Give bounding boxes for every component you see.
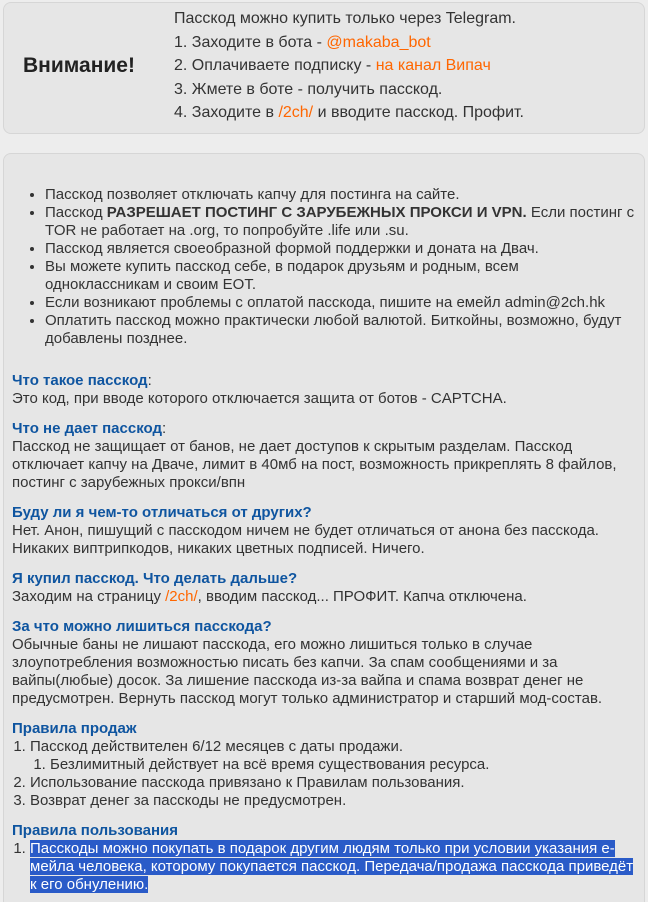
vip-channel-link[interactable]: на канал Випач xyxy=(375,57,491,74)
faq-body xyxy=(12,588,636,606)
faq-colon: : xyxy=(162,419,167,437)
faq-colon: : xyxy=(147,371,152,389)
attention-step-1 xyxy=(174,31,524,55)
step-text: и вводите пасскод. Профит. xyxy=(313,104,524,121)
telegram-bot-link[interactable]: @makaba_bot xyxy=(326,33,431,51)
faq-section-usage-rules xyxy=(12,822,636,894)
faq-body-text: Заходим на страницу xyxy=(12,587,166,605)
faq-body: Пасскод не защищает от банов, не дает доступов к скрытым разделам. Пасскод отключает капчу на Дваче, лимит в 40мб на пост, возможность прикреплять 8 файлов, постинг с зарубежных прокси/впн xyxy=(12,437,617,491)
faq-title: За что можно лишиться пасскода? xyxy=(12,617,272,635)
list-item xyxy=(50,756,636,774)
faq-section-what-not xyxy=(12,420,636,492)
list-item xyxy=(30,774,636,792)
faq-section-lose xyxy=(12,618,636,708)
faq-section-what-is xyxy=(12,372,636,408)
attention-label: Внимание! xyxy=(23,53,135,77)
bullet-text: Оплатить пасскод можно практически любой валютой. Биткойны, возможно, будут добавлены позднее. xyxy=(45,311,622,347)
selected-text: Пасскоды можно покупать в подарок другим людям только при условии указания е-мейла человека, которому покупается пасскод. Передача/продажа пасскода приведёт к его обнулению. xyxy=(30,839,634,893)
list-item xyxy=(30,738,636,774)
list-item xyxy=(30,840,636,894)
attention-step-2 xyxy=(174,54,524,78)
faq-title-row xyxy=(12,372,636,390)
attention-steps xyxy=(174,7,524,125)
faq-title: Буду ли я чем-то отличаться от других? xyxy=(12,503,312,521)
usage-rules-list xyxy=(12,840,636,894)
board-2ch-link[interactable]: /2ch/ xyxy=(278,104,314,121)
faq-body: Обычные баны не лишают пасскода, его можно лишиться только в случае злоупотребления возможностью писать без капчи. За спам сообщениями и за вайпы(любые) досок. За лишение пасскода из-за вайпа и спама возврат денег не предусмотрен. Вернуть пасскод могут только администратор и старший мод-состав. xyxy=(12,635,603,707)
bullet-text: Пасскод xyxy=(45,203,107,221)
sales-rules-sublist xyxy=(30,756,636,774)
list-item-text: Использование пасскода привязано к Правилам пользования. xyxy=(30,773,465,791)
bullet-item xyxy=(45,204,636,240)
faq-body: Это код, при вводе которого отключается защита от ботов - CAPTCHA. xyxy=(12,389,507,407)
bullet-text: Вы можете купить пасскод себе, в подарок друзьям и родным, всем одноклассникам и своим ЕОТ. xyxy=(45,257,519,293)
faq-body: Нет. Анон, пишущий с пасскодом ничем не будет отличаться от анона без пасскода. Никаких виптрипкодов, никаких цветных подписей. Ничего. xyxy=(12,521,599,557)
faq-title: Правила продаж xyxy=(12,719,137,737)
list-item xyxy=(30,792,636,810)
step-text: 3. Жмете в боте - получить пасскод. xyxy=(174,80,443,98)
board-2ch-link[interactable]: /2ch/ xyxy=(165,587,198,605)
attention-box xyxy=(3,2,645,134)
bullet-item xyxy=(45,240,636,258)
bullet-item xyxy=(45,312,636,348)
step-text: 1. Заходите в бота - xyxy=(174,33,327,51)
bullet-text: Пасскод позволяет отключать капчу для постинга на сайте. xyxy=(45,185,460,203)
passcode-info-box xyxy=(3,153,645,902)
faq-body-text: , вводим пасскод... ПРОФИТ. Капча отключена. xyxy=(197,587,527,605)
list-item-text: Пасскод действителен 6/12 месяцев с даты продажи. xyxy=(30,737,404,755)
faq-title: Что такое пасскод xyxy=(12,371,148,389)
bullet-text: Если возникают проблемы с оплатой пасскода, пишите на емейл admin@2ch.hk xyxy=(45,293,606,311)
bullet-text: Если постинг с TOR не работает на .org, то попробуйте .life или .su. xyxy=(45,203,635,239)
faq-section-bought xyxy=(12,570,636,606)
faq-title: Правила пользования xyxy=(12,821,179,839)
attention-step-4 xyxy=(174,101,524,125)
attention-intro: Пасскод можно купить только через Telegram. xyxy=(174,10,516,27)
faq-title-row xyxy=(12,420,636,438)
step-text: 2. Оплачиваете подписку - xyxy=(174,57,376,74)
bullet-item xyxy=(45,294,636,312)
bullet-item xyxy=(45,186,636,204)
sales-rules-list xyxy=(12,738,636,810)
step-text: 4. Заходите в xyxy=(174,104,279,121)
bullet-text: Пасскод является своеобразной формой поддержки и доната на Двач. xyxy=(45,239,539,257)
faq-section-differ xyxy=(12,504,636,558)
attention-step-3 xyxy=(174,78,524,102)
list-item-text: Возврат денег за пасскоды не предусмотрен. xyxy=(30,791,347,809)
faq-title: Я купил пасскод. Что делать дальше? xyxy=(12,569,298,587)
faq-section-sales-rules xyxy=(12,720,636,810)
bullet-bold-text: РАЗРЕШАЕТ ПОСТИНГ С ЗАРУБЕЖНЫХ ПРОКСИ И VPN. xyxy=(106,203,527,221)
passcode-bullet-list xyxy=(12,186,636,348)
faq-title: Что не дает пасскод xyxy=(12,419,162,437)
bullet-item xyxy=(45,258,636,294)
list-item-text: Безлимитный действует на всё время существования ресурса. xyxy=(50,755,490,773)
